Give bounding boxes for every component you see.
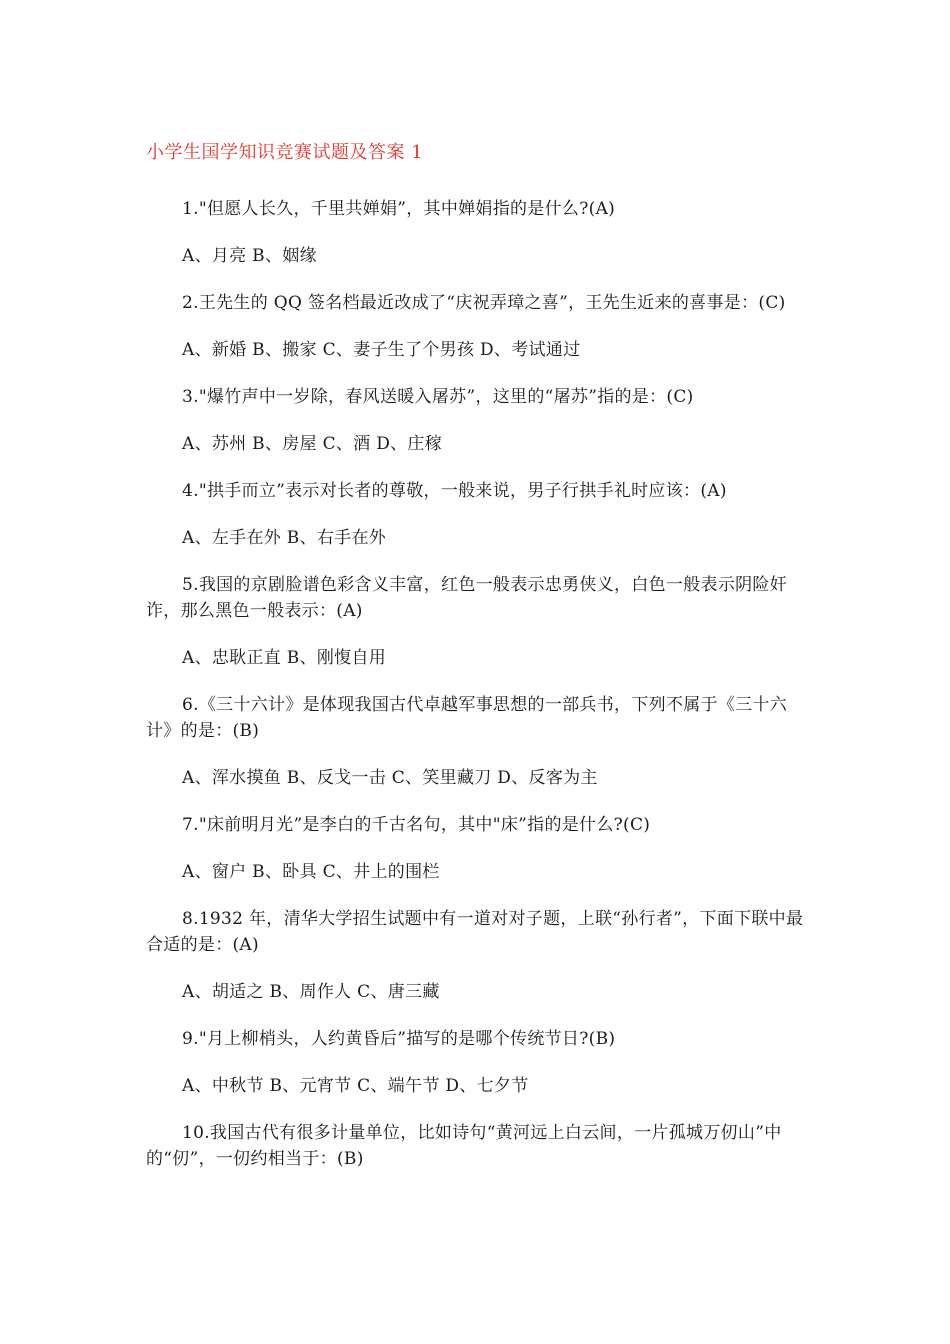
question-text: 2.王先生的 QQ 签名档最近改成了“庆祝弄璋之喜”，王先生近来的喜事是：(C) xyxy=(182,293,786,313)
answer-options: A、左手在外 B、右手在外 xyxy=(182,528,387,548)
answer-options: A、忠耿正直 B、刚愎自用 xyxy=(182,648,387,668)
question-text: 7."床前明月光”是李白的千古名句，其中"床”指的是什么?(C) xyxy=(182,815,651,835)
question-text: 1."但愿人长久，千里共婵娟”，其中婵娟指的是什么?(A) xyxy=(182,199,616,219)
question-item-4 xyxy=(146,478,806,551)
question-text: 8.1932 年，清华大学招生试题中有一道对对子题，上联“孙行者”，下面下联中最合适的是：(A) xyxy=(146,909,804,955)
answer-options: A、新婚 B、搬家 C、妻子生了个男孩 D、考试通过 xyxy=(182,340,581,360)
question-item-1 xyxy=(146,196,806,269)
question-text: 5.我国的京剧脸谱色彩含义丰富，红色一般表示忠勇侠义，白色一般表示阴险奸诈，那么黑色一般表示：(A) xyxy=(146,575,788,621)
question-text: 10.我国古代有很多计量单位，比如诗句“黄河远上白云间，一片孤城万仞山”中的“仞”，一仞约相当于：(B) xyxy=(146,1123,782,1169)
question-item-5 xyxy=(146,572,806,671)
question-item-10 xyxy=(146,1120,806,1172)
answer-options: A、浑水摸鱼 B、反戈一击 C、笑里藏刀 D、反客为主 xyxy=(182,768,598,788)
question-item-7 xyxy=(146,812,806,885)
question-text: 3."爆竹声中一岁除，春风送暖入屠苏”，这里的“屠苏”指的是：(C) xyxy=(182,387,694,407)
question-text: 6.《三十六计》是体现我国古代卓越军事思想的一部兵书，下列不属于《三十六计》的是：(B) xyxy=(146,695,788,741)
answer-options: A、中秋节 B、元宵节 C、端午节 D、七夕节 xyxy=(182,1076,529,1096)
question-item-9 xyxy=(146,1026,806,1099)
question-item-8 xyxy=(146,906,806,1005)
question-text: 4."拱手而立”表示对长者的尊敬，一般来说，男子行拱手礼时应该：(A) xyxy=(182,481,727,501)
question-item-3 xyxy=(146,384,806,457)
answer-options: A、胡适之 B、周作人 C、唐三藏 xyxy=(182,982,440,1002)
question-item-6 xyxy=(146,692,806,791)
answer-options: A、窗户 B、卧具 C、井上的围栏 xyxy=(182,862,440,882)
question-text: 9."月上柳梢头，人约黄昏后”描写的是哪个传统节日?(B) xyxy=(182,1029,616,1049)
question-item-2 xyxy=(146,290,806,363)
document-page xyxy=(146,140,806,1193)
document-title: 小学生国学知识竞赛试题及答案 1 xyxy=(146,142,424,163)
answer-options: A、月亮 B、姻缘 xyxy=(182,246,317,266)
answer-options: A、苏州 B、房屋 C、酒 D、庄稼 xyxy=(182,434,443,454)
